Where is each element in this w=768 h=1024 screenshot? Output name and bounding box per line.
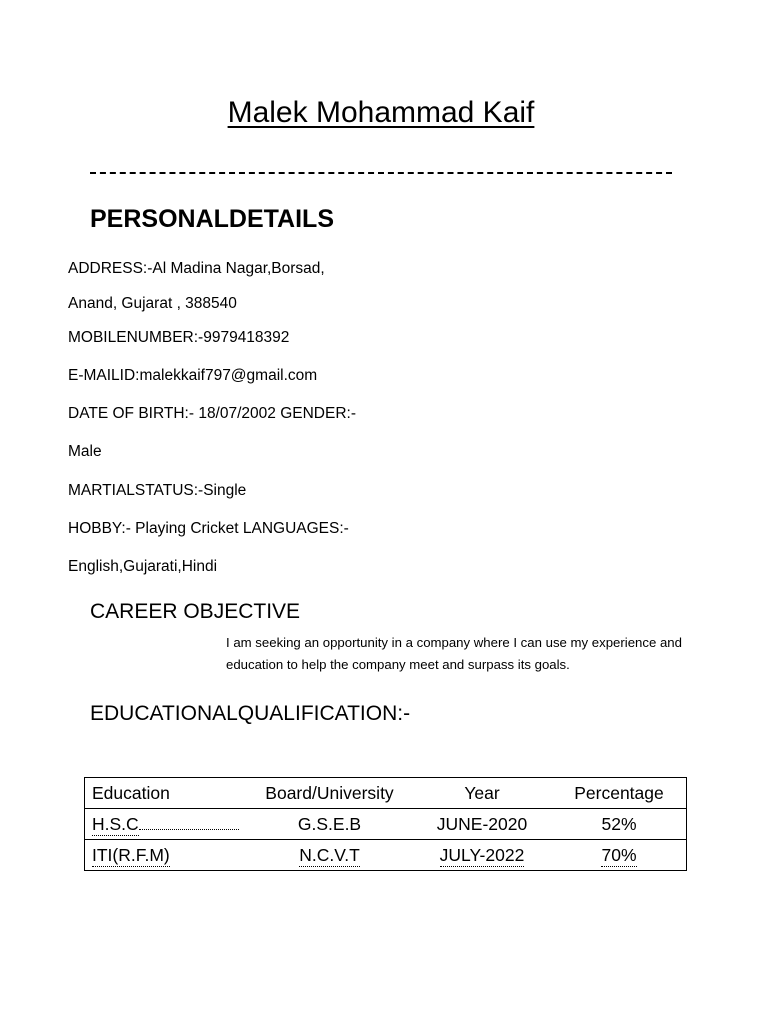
education-value: H.S.C <box>92 813 139 834</box>
table-header-row <box>85 778 687 809</box>
gender-value: Male <box>68 443 102 460</box>
table-row <box>85 809 687 840</box>
resume-name: Malek Mohammad Kaif <box>227 96 535 129</box>
column-header: Percentage <box>552 778 687 809</box>
table-cell <box>552 840 687 871</box>
education-table <box>84 777 687 871</box>
table-cell <box>412 840 552 871</box>
board-value: N.C.V.T <box>299 844 360 865</box>
table-cell <box>85 840 248 871</box>
personal-details-heading: PERSONALDETAILS <box>90 205 334 233</box>
dotted-filler <box>139 828 239 830</box>
career-objective-heading: CAREER OBJECTIVE <box>90 600 301 623</box>
education-value: ITI(R.F.M) <box>92 844 170 865</box>
address-line-2: Anand, Gujarat , 388540 <box>68 295 237 312</box>
date-of-birth-gender: DATE OF BIRTH:- 18/07/2002 GENDER:- <box>68 405 356 422</box>
mobile-number: MOBILENUMBER:-9979418392 <box>68 329 290 346</box>
column-header: Education <box>85 778 248 809</box>
educational-qualification-heading: EDUCATIONALQUALIFICATION:- <box>90 702 411 725</box>
table-cell <box>85 809 248 840</box>
hobby-languages: HOBBY:- Playing Cricket LANGUAGES:- <box>68 520 349 537</box>
column-header: Board/University <box>247 778 412 809</box>
marital-status: MARTIALSTATUS:-Single <box>68 482 247 499</box>
table-cell: 52% <box>552 809 687 840</box>
languages-value: English,Gujarati,Hindi <box>68 558 218 575</box>
table-cell: G.S.E.B <box>247 809 412 840</box>
table-row <box>85 840 687 871</box>
year-value: JULY-2022 <box>439 844 525 865</box>
column-header: Year <box>412 778 552 809</box>
email-id: E-MAILID:malekkaif797@gmail.com <box>68 367 318 384</box>
percentage-value: 70% <box>601 844 637 865</box>
career-objective-text: I am seeking an opportunity in a company where I can use my experience and education to help the company meet and surpass its goals. <box>226 635 682 672</box>
address-line-1: ADDRESS:-Al Madina Nagar,Borsad, <box>68 260 325 277</box>
dashed-divider <box>90 172 672 174</box>
table-cell <box>247 840 412 871</box>
table-cell: JUNE-2020 <box>412 809 552 840</box>
